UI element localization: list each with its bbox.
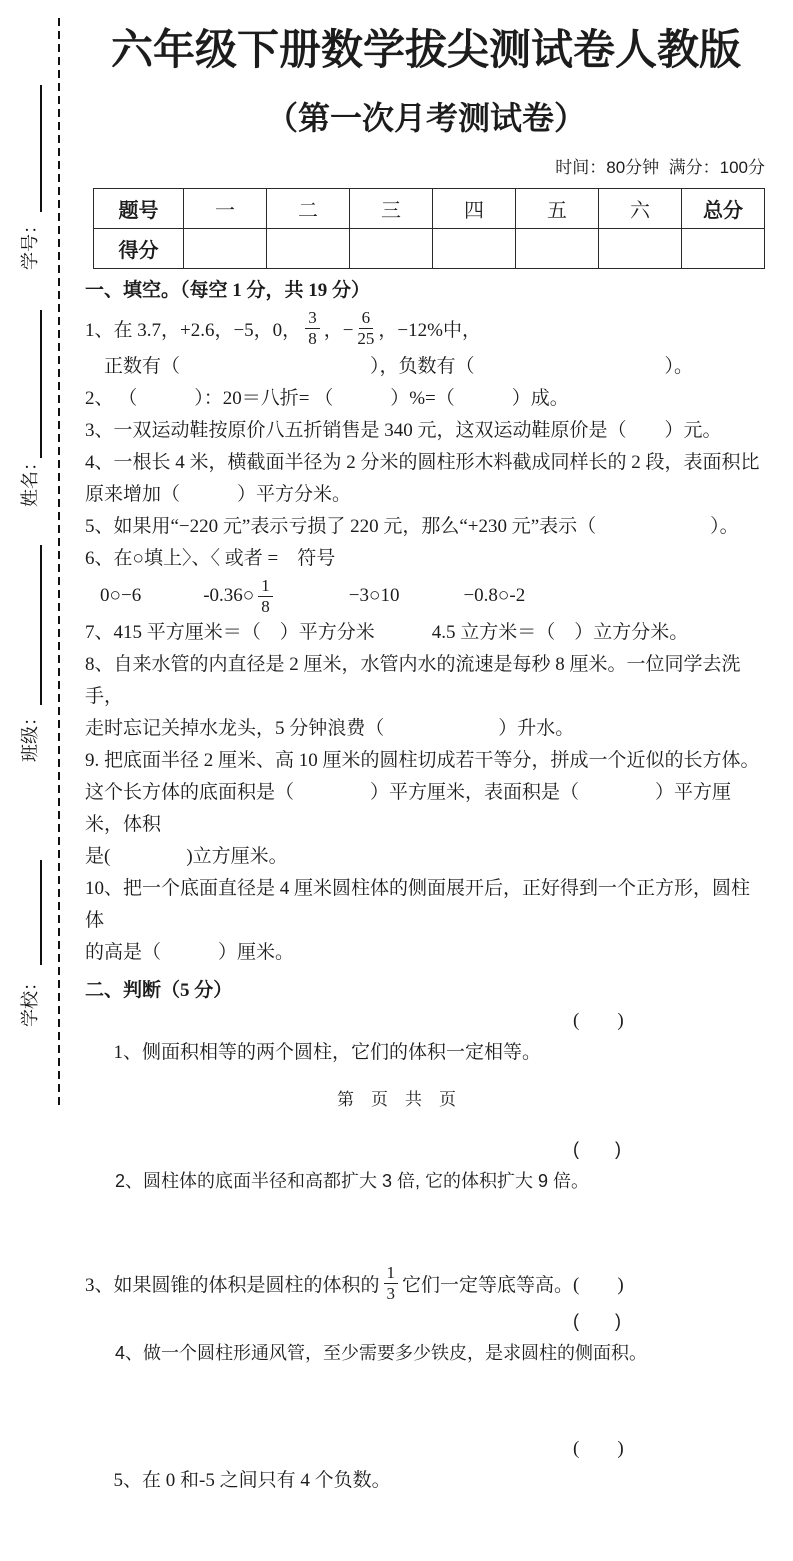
judge-1-text: 1、侧面积相等的两个圆柱，它们的体积一定相等。 (113, 1042, 542, 1063)
score-blank-cell (350, 229, 433, 269)
section1-heading: 一、填空。（每空 1 分，共 19 分） (85, 280, 371, 301)
q6-item-1: 0○−6 (100, 585, 142, 606)
judge-4-answer-bracket: ( ) (573, 1311, 621, 1331)
binding-dashed-line (58, 18, 60, 1106)
q1-fraction-3-8: $\frac{3}{8}$ (305, 308, 320, 348)
section2-heading: 二、判断（5 分） (85, 980, 233, 1001)
score-blank-cell (599, 229, 682, 269)
margin-blank-line-school (40, 860, 42, 965)
score-table-score-row (94, 229, 765, 269)
judge-3-answer-bracket: ( ) (573, 1274, 624, 1296)
score-table-cell-6: 六 (599, 189, 682, 229)
margin-label-school: 学校： (20, 973, 40, 1027)
judge-5-answer-bracket: ( ) (573, 1438, 624, 1459)
q1-text-post: ，−12%中， (378, 319, 481, 341)
score-row-label: 得分 (94, 229, 184, 269)
q1-text-mid: ，− (323, 319, 354, 341)
q1-text-pre: 1、在 3.7，+2.6，−5，0， (85, 319, 302, 341)
question-4-line2: 原来增加（ ）平方分米。 (85, 484, 352, 505)
question-10-line1: 10、把一个底面直径是 4 厘米圆柱体的侧面展开后，正好得到一个正方形，圆柱体 (85, 878, 751, 931)
margin-blank-line-name (40, 310, 42, 458)
q6-fraction-1-8: $\frac{1}{8}$ (258, 576, 273, 616)
judge-3-text-post: 它们一定等底等高。 (402, 1274, 574, 1296)
judge-2-answer-bracket: ( ) (573, 1139, 621, 1159)
q6-item-4: −0.8○-2 (463, 585, 526, 606)
question-1-line1 (85, 305, 767, 351)
score-table-cell-label: 题号 (94, 189, 184, 229)
score-table-header-row (94, 189, 765, 229)
judge-1-answer-bracket: ( ) (573, 1010, 624, 1031)
question-9-line1: 9. 把底面半径 2 厘米、高 10 厘米的圆柱切成若干等分，拼成一个近似的长方体。 (85, 750, 760, 771)
question-6-line1: 6、在○填上〉、〈 或者 = 符号 (85, 548, 336, 569)
question-7: 7、415 平方厘米＝（ ）平方分米 4.5 立方米＝（ ）立方分米。 (85, 622, 689, 643)
time-and-score-info: 时间：80分钟 满分：100分 (555, 158, 765, 177)
margin-label-class: 班级： (20, 708, 40, 762)
judge-question-4 (85, 1305, 767, 1433)
paper-title: 六年级下册数学拔尖测试卷人教版 (110, 26, 741, 73)
score-table-cell-4: 四 (433, 189, 516, 229)
question-4-line1: 4、一根长 4 米，横截面半径为 2 分米的圆柱形木料截成同样长的 2 段，表面积比 (85, 452, 760, 473)
question-5: 5、如果用“−220 元”表示亏损了 220 元，那么“+230 元”表示（ ）。 (85, 516, 739, 537)
score-table-cell-total: 总分 (682, 189, 765, 229)
score-table-cell-1: 一 (184, 189, 267, 229)
score-blank-cell (516, 229, 599, 269)
judge-3-text-pre: 3、如果圆锥的体积是圆柱的体积的 (85, 1274, 380, 1296)
margin-blank-line-class (40, 545, 42, 705)
judge-question-3 (85, 1261, 767, 1305)
paper-subtitle: （第一次月考测试卷） (265, 100, 586, 136)
margin-label-name: 姓名： (20, 453, 40, 507)
judge-question-5 (85, 1433, 767, 1561)
score-blank-cell (267, 229, 350, 269)
q6-item-3: −3○10 (348, 585, 400, 606)
question-9-line3: 是( )立方厘米。 (85, 846, 288, 867)
score-table-cell-5: 五 (516, 189, 599, 229)
question-8-line2: 走时忘记关掉水龙头，5 分钟浪费（ ）升水。 (85, 718, 575, 739)
question-8-line1: 8、自来水管的内直径是 2 厘米，水管内水的流速是每秒 8 厘米。一位同学去洗手， (85, 654, 741, 707)
judge-5-text: 5、在 0 和-5 之间只有 4 个负数。 (113, 1470, 391, 1491)
judge-3-fraction-1-3: $\frac{1}{3}$ (384, 1263, 399, 1303)
question-2: 2、 （ ）：20＝八折= （ ）%=（ ）成。 (85, 388, 569, 409)
question-6-line2 (85, 575, 767, 617)
page-number-footer: 第 页 共 页 (337, 1090, 456, 1109)
score-table-cell-2: 二 (267, 189, 350, 229)
question-10-line2: 的高是（ ）厘米。 (85, 942, 295, 963)
score-table-cell-3: 三 (350, 189, 433, 229)
judge-2-text: 2、圆柱体的底面半径和高都扩大 3 倍, 它的体积扩大 9 倍。 (115, 1171, 590, 1191)
paper-content (85, 0, 767, 1561)
question-9-line2: 这个长方体的底面积是（ ）平方厘米，表面积是（ ）平方厘米，体积 (85, 782, 732, 835)
judge-question-1 (85, 1005, 767, 1133)
score-blank-cell (433, 229, 516, 269)
score-blank-cell (682, 229, 765, 269)
q1-fraction-6-25: $\frac{6}{25}$ (357, 307, 375, 348)
judge-question-2 (85, 1133, 767, 1261)
judge-4-text: 4、做一个圆柱形通风管，至少需要多少铁皮，是求圆柱的侧面积。 (115, 1343, 648, 1363)
question-3: 3、一双运动鞋按原价八五折销售是 340 元，这双运动鞋原价是（ ）元。 (85, 420, 722, 441)
q6-item-2-text: -0.36○ (203, 585, 255, 606)
margin-label-student-number: 学号： (20, 216, 40, 270)
margin-blank-line-student-number (40, 85, 42, 212)
score-table (93, 188, 765, 269)
question-1-line2: 正数有（ ），负数有（ ）。 (85, 356, 694, 377)
score-blank-cell (184, 229, 267, 269)
